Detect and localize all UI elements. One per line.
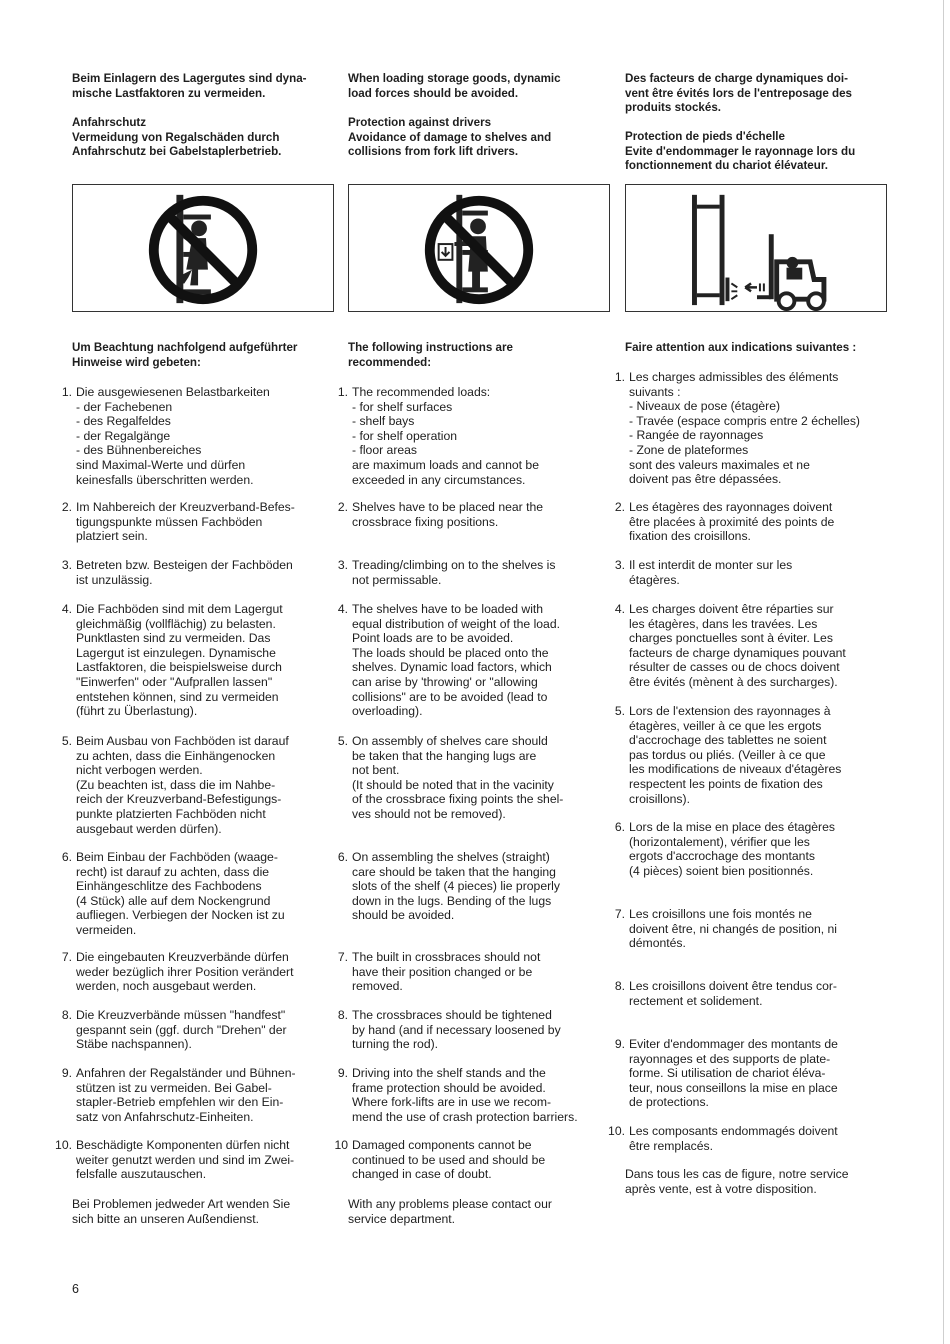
item-number: 4. [61, 602, 72, 616]
list-item [50, 850, 340, 938]
list-item [50, 385, 340, 487]
item-text: Eviter d'endommager des montants de rayonnages et des supports de plate- forme. Si utilisation de chariot éléva- teur, nous conseillons la mise en place de protections. [629, 1037, 838, 1110]
item-number: 5. [614, 704, 625, 718]
item-number: 8. [61, 1008, 72, 1022]
item-number: 3. [61, 558, 72, 572]
list-item [603, 820, 893, 878]
list-item [603, 907, 893, 951]
item-number: 9. [614, 1037, 625, 1051]
item-text: Beschädigte Komponenten dürfen nicht weiter genutzt werden und sind im Zwei- felsfalle auszutauschen. [76, 1138, 295, 1182]
item-number: 6. [614, 820, 625, 834]
list-item [326, 734, 616, 822]
item-text: Il est interdit de monter sur les étagères. [629, 558, 793, 587]
item-number: 2. [614, 500, 625, 514]
item-text: The built in crossbraces should not have their position changed or be removed. [352, 950, 541, 994]
list-item [603, 1124, 893, 1153]
list-item [326, 385, 616, 487]
list-item [50, 734, 340, 836]
item-text: Anfahren der Regalständer und Bühnen- stützen ist zu vermeiden. Bei Gabel- stapler-Betrieb empfehlen wir den Ein- satz von Anfahrschutz-Einheiten. [76, 1066, 296, 1124]
closing-note: Dans tous les cas de figure, notre service après vente, est à votre disposition. [625, 1167, 849, 1196]
item-number: 5. [61, 734, 72, 748]
item-number: 4. [337, 602, 348, 616]
list-item [603, 558, 893, 587]
item-number: 9. [61, 1066, 72, 1080]
item-text: The shelves have to be loaded with equal distribution of weight of the load. Point loads are to be avoided. The loads should be placed onto the shelves. Dynamic load factors, which can arise by 'throwing' or "allowing collisions" are to be avoided (lead to overloading). [352, 602, 561, 719]
item-number: 8. [337, 1008, 348, 1022]
item-number: 10 [334, 1138, 348, 1152]
item-text: On assembling the shelves (straight) care should be taken that the hanging slots of the shelf (4 pieces) lie properly down in the lugs. Bending of the lugs should be avoided. [352, 850, 560, 923]
item-text: The crossbraces should be tightened by hand (and if necessary loosened by turning the rod). [352, 1008, 561, 1052]
list-item [603, 1037, 893, 1110]
no-climbing-pictogram [72, 184, 334, 312]
list-item [603, 704, 893, 806]
forklift-protection-pictogram [625, 184, 887, 312]
page-number: 6 [72, 1282, 79, 1296]
instructions-intro: Um Beachtung nachfolgend aufgeführter Hinweise wird gebeten: [72, 341, 298, 369]
item-text: Betreten bzw. Besteigen der Fachböden ist unzulässig. [76, 558, 293, 587]
list-item [603, 602, 893, 690]
item-number: 2. [337, 500, 348, 514]
no-throwing-icon [349, 185, 609, 311]
item-text: Die Fachböden sind mit dem Lagergut gleichmäßig (vollflächig) zu belasten. Punktlasten sind zu vermeiden. Das Lagergut ist einzulegen. Dynamische Lastfaktoren, die beispielsweise durch "Einwerfen" oder "Aufprallen lassen" entstehen können, sind zu vermeiden (führt zu Überlastung). [76, 602, 283, 719]
item-number: 6. [337, 850, 348, 864]
item-number: 10. [608, 1124, 625, 1138]
item-text: Die Kreuzverbände müssen "handfest" gespannt sein (ggf. durch "Drehen" der Stäbe nachspannen). [76, 1008, 287, 1052]
item-text: Damaged components cannot be continued to be used and should be changed in case of doubt. [352, 1138, 546, 1182]
list-item [603, 500, 893, 544]
list-item [326, 850, 616, 923]
scan-edge-divider [943, 0, 944, 1344]
list-item [50, 1008, 340, 1052]
item-number: 7. [614, 907, 625, 921]
section-title: Anfahrschutz [72, 116, 147, 129]
list-item [603, 370, 893, 487]
item-text: Beim Ausbau von Fachböden ist darauf zu achten, dass die Einhängenocken nicht verbogen werden. (Zu beachten ist, dass die im Nahbe- reich der Kreuzverband-Befestigungs- punkte platzierten Fachböden nicht ausgebaut werden dürfen). [76, 734, 289, 836]
item-text: Les croisillons une fois montés ne doivent être, ni changés de position, ni démontés. [629, 907, 838, 951]
item-text: Les croisillons doivent être tendus cor- rectement et solidement. [629, 979, 837, 1008]
item-text: Die ausgewiesenen Belastbarkeiten - der Fachebenen - des Regalfeldes - der Regalgänge - des Bühnenbereiches sind Maximal-Werte und dürfen keinesfalls überschritten werden. [76, 385, 270, 487]
list-item [50, 602, 340, 719]
item-text: Driving into the shelf stands and the frame protection should be avoided. Where fork-lifts are in use we recom- mend the use of crash protection barriers. [352, 1066, 578, 1124]
no-climbing-icon [73, 185, 333, 311]
item-text: Shelves have to be placed near the crossbrace fixing positions. [352, 500, 544, 529]
section-subtitle: Evite d'endommager le rayonnage lors du fonctionnement du chariot élévateur. [625, 144, 856, 172]
list-item [326, 1066, 616, 1124]
item-number: 5. [337, 734, 348, 748]
dynamic-load-warning: Beim Einlagern des Lagergutes sind dyna- mische Lastfaktoren zu vermeiden. [72, 72, 307, 100]
item-text: The recommended loads: - for shelf surfaces - shelf bays - for shelf operation - floor areas are maximum loads and cannot be exceeded in any circumstances. [352, 385, 539, 487]
item-text: Lors de l'extension des rayonnages à étagères, veiller à ce que les ergots d'accrochage des tablettes ne soient pas tordus ou pliés. (Veiller à ce que les modifications de niveaux d'étagères respectent les points de fixation des croisillons). [629, 704, 842, 806]
item-number: 3. [614, 558, 625, 572]
column-english-header [348, 72, 616, 160]
list-item [50, 950, 340, 994]
forklift-icon [626, 185, 886, 311]
item-number: 4. [614, 602, 625, 616]
item-number: 8. [614, 979, 625, 993]
list-item [326, 558, 616, 587]
column-german-header [72, 72, 340, 160]
no-throwing-pictogram [348, 184, 610, 312]
item-text: Lors de la mise en place des étagères (horizontalement), vérifier que les ergots d'accrochage des montants (4 pièces) soient bien positionnés. [629, 820, 835, 878]
item-number: 1. [61, 385, 72, 399]
list-item [50, 500, 340, 544]
item-number: 7. [61, 950, 72, 964]
item-text: Les composants endommagés doivent être remplacés. [629, 1124, 838, 1153]
instructions-intro: Faire attention aux indications suivantes : [625, 341, 857, 354]
item-number: 1. [614, 370, 625, 384]
item-text: Les étagères des rayonnages doivent être placées à proximité des points de fixation des croisillons. [629, 500, 835, 544]
list-item [326, 1138, 616, 1182]
item-number: 3. [337, 558, 348, 572]
item-text: Beim Einbau der Fachböden (waage- recht) ist darauf zu achten, dass die Einhängeschlitze des Fachbodens (4 Stück) alle auf dem Nockengrund aufliegen. Verbiegen der Nocken ist zu vermeiden. [76, 850, 285, 937]
item-number: 1. [337, 385, 348, 399]
column-french-header [625, 72, 893, 174]
list-item [326, 500, 616, 529]
item-number: 6. [61, 850, 72, 864]
list-item [50, 558, 340, 587]
list-item [50, 1066, 340, 1124]
item-text: On assembly of shelves care should be taken that the hanging lugs are not bent. (It should be noted that in the vacinity of the crossbrace fixing points the shel- ves should not be removed). [352, 734, 564, 821]
section-subtitle: Avoidance of damage to shelves and collisions from fork lift drivers. [348, 130, 552, 158]
item-text: Die eingebauten Kreuzverbände dürfen weder bezüglich ihrer Position verändert werden, noch ausgebaut werden. [76, 950, 294, 994]
dynamic-load-warning: Des facteurs de charge dynamiques doi- vent être évités lors de l'entreposage des produits stockés. [625, 72, 852, 114]
list-item [326, 602, 616, 719]
item-text: Les charges admissibles des éléments suivants : - Niveaux de pose (étagère) - Travée (espace compris entre 2 échelles) - Rangée de rayonnages - Zone de plateformes sont des valeurs maximales et ne doivent pas être dépassées. [629, 370, 860, 487]
list-item [603, 979, 893, 1008]
section-subtitle: Vermeidung von Regalschäden durch Anfahrschutz bei Gabelstaplerbetrieb. [72, 130, 282, 158]
section-title: Protection against drivers [348, 116, 492, 129]
closing-note: Bei Problemen jedweder Art wenden Sie sich bitte an unseren Außendienst. [72, 1197, 291, 1226]
dynamic-load-warning: When loading storage goods, dynamic load forces should be avoided. [348, 72, 561, 100]
item-text: Treading/climbing on to the shelves is not permissable. [352, 558, 556, 587]
list-item [326, 950, 616, 994]
item-number: 9. [337, 1066, 348, 1080]
section-title: Protection de pieds d'échelle [625, 130, 785, 143]
item-number: 10. [55, 1138, 72, 1152]
list-item [326, 1008, 616, 1052]
list-item [50, 1138, 340, 1182]
closing-note: With any problems please contact our service department. [348, 1197, 552, 1226]
item-number: 2. [61, 500, 72, 514]
instructions-intro: The following instructions are recommended: [348, 341, 513, 369]
item-text: Im Nahbereich der Kreuzverband-Befes- tigungspunkte müssen Fachböden platziert sein. [76, 500, 295, 544]
item-number: 7. [337, 950, 348, 964]
item-text: Les charges doivent être réparties sur les étagères, dans les travées. Les charges ponctuelles sont à éviter. Les facteurs de charge dynamiques pouvant résulter de casses ou de chocs doivent être évités (mènent à des surcharges). [629, 602, 846, 689]
